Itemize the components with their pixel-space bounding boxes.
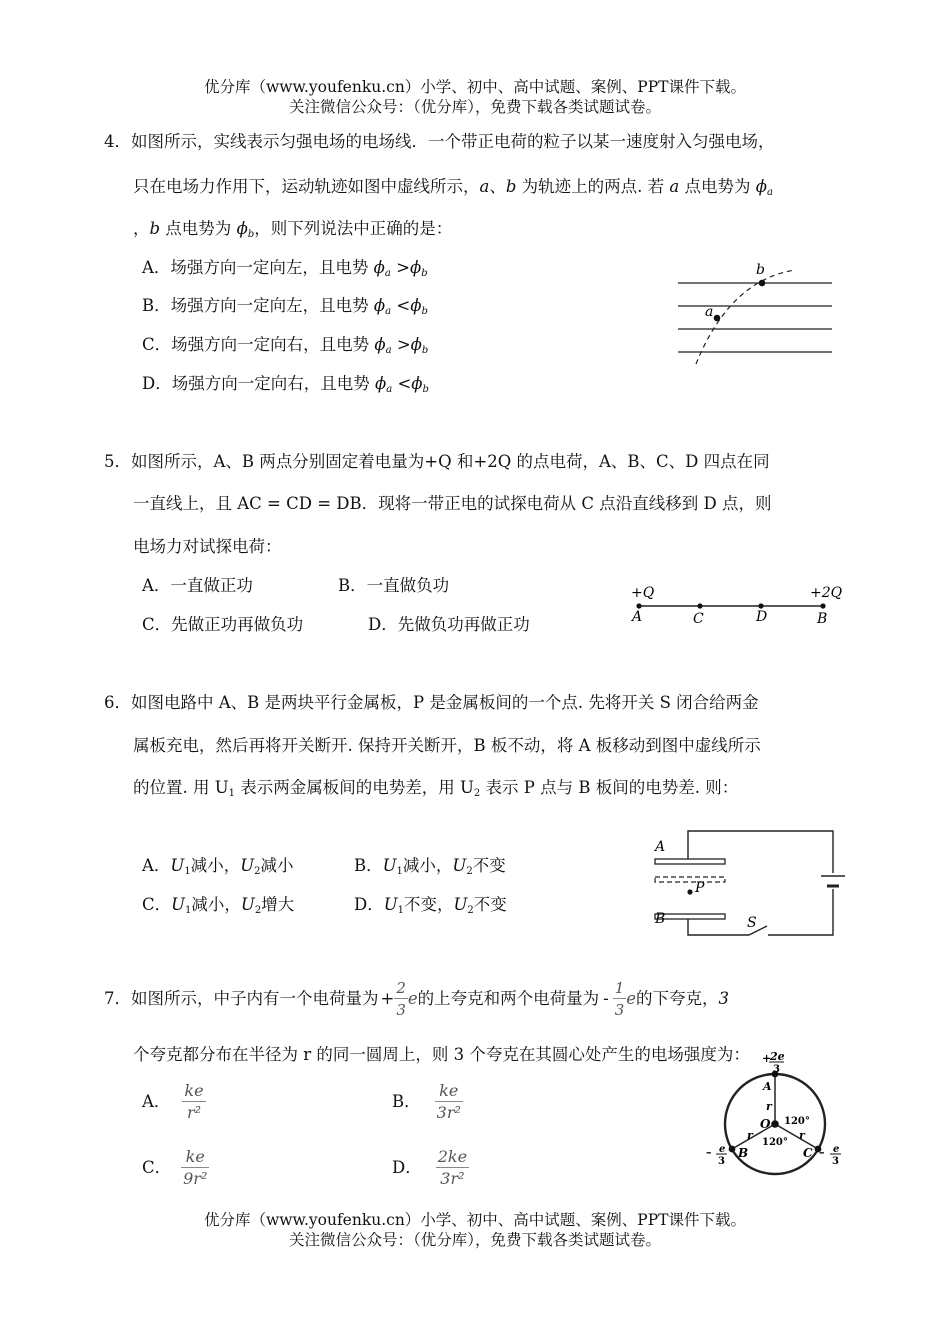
q5-label-d: D xyxy=(756,609,768,625)
q5-charges-figure xyxy=(625,578,850,630)
q7-number: 7． xyxy=(104,989,131,1008)
q4-option-c-rel: > xyxy=(391,335,411,354)
q7-frac2-den: 3 xyxy=(614,1001,625,1019)
q6-option-a-sub1: 1 xyxy=(184,866,191,877)
q4-text-2g: 点电势为 xyxy=(679,177,756,196)
q5-option-b[interactable] xyxy=(338,572,449,596)
q5-label-c: C xyxy=(693,611,704,627)
q4-option-d-rel: < xyxy=(392,374,412,393)
left-num: e xyxy=(719,1144,726,1155)
q4-option-c-phi1: ϕ xyxy=(374,335,386,354)
q6-option-d-label: D． xyxy=(354,895,384,914)
q6-option-b[interactable] xyxy=(354,852,506,877)
label-s: S xyxy=(747,915,757,931)
q7-option-b-label: B． xyxy=(392,1092,421,1111)
q7-frac1-num: 2 xyxy=(396,979,406,997)
q6-option-c-label: C． xyxy=(142,895,172,914)
q7-option-d[interactable] xyxy=(392,1146,469,1190)
q6-option-d-u1: U xyxy=(383,895,398,914)
q4-option-c-label: C． xyxy=(142,335,172,354)
q7-text-1c: 的下夸克， xyxy=(636,989,719,1008)
footer-line-2: 关注微信公众号：（优分库），免费下载各类试题试卷。 xyxy=(288,1231,661,1249)
q5-line-2: 一直线上，且 AC = CD = DB．现将一带正电的试探电荷从 C 点沿直线移到 D 点，则 xyxy=(133,494,772,513)
q6-option-a[interactable] xyxy=(142,852,293,877)
q6-number: 6． xyxy=(104,693,131,712)
angle-label-1: 120° xyxy=(784,1116,810,1127)
q4-field-figure xyxy=(670,258,840,368)
q5-line-3: 电场力对试探电荷： xyxy=(133,537,282,556)
q6-option-a-p2: 减小 xyxy=(260,856,294,875)
left-den: 3 xyxy=(718,1156,725,1167)
q4-option-b-text: 场强方向一定向左，且电势 xyxy=(170,296,374,315)
q7-option-a-den: r² xyxy=(186,1103,202,1122)
q6-option-d-sub2: 2 xyxy=(467,905,474,916)
q4-option-c-sub2: b xyxy=(421,345,429,356)
q6-option-c-p2: 增大 xyxy=(261,895,295,914)
q5-option-d[interactable] xyxy=(368,611,530,635)
q6-line-3 xyxy=(133,774,738,799)
q7-option-a-frac xyxy=(182,1081,205,1124)
q7-line-1 xyxy=(104,975,729,1023)
q4-sub-a: a xyxy=(766,187,773,198)
q4-text-2e: 为轨迹上的两点. 若 xyxy=(516,177,670,196)
quark-b xyxy=(729,1146,736,1153)
header-line-2: 关注微信公众号：（优分库），免费下载各类试题试卷。 xyxy=(288,98,661,116)
q5-option-c-text: 先做正功再做负功 xyxy=(171,615,304,634)
left-minus: – xyxy=(706,1146,712,1159)
wire-left-bottom xyxy=(688,919,749,935)
q6-option-b-p2: 不变 xyxy=(472,856,506,875)
right-den: 3 xyxy=(832,1156,839,1167)
q4-option-d-phi2: ϕ xyxy=(411,374,423,393)
q4-var-b2: b xyxy=(149,219,161,238)
q6-option-a-u2: U xyxy=(240,856,255,875)
q7-line-2: 个夸克都分布在半径为 r 的同一圆周上，则 3 个夸克在其圆心处产生的电场强度为： xyxy=(133,1045,750,1064)
q4-option-b-label: B． xyxy=(142,296,171,315)
q4-text-3c: 点电势为 xyxy=(160,219,237,238)
q4-text-3d: ，则下列说法中正确的是： xyxy=(254,219,453,238)
q7-option-d-frac xyxy=(436,1147,469,1190)
label-quark-b: B xyxy=(738,1146,749,1160)
q4-option-a-phi2: ϕ xyxy=(409,258,422,277)
q7-quark-figure xyxy=(700,1048,850,1180)
q5-point-c xyxy=(697,603,702,608)
q7-frac1-den: 3 xyxy=(396,1001,406,1019)
q7-option-d-label: D． xyxy=(392,1158,422,1177)
q6-line-2: 属板充电，然后再将开关断开. 保持开关断开，B 板不动，将 A 板移动到图中虚线所示 xyxy=(133,736,761,755)
q4-option-b-sub2: b xyxy=(421,306,428,317)
q4-option-a-label: A． xyxy=(142,258,171,277)
q6-option-a-u1: U xyxy=(170,856,185,875)
q7-text-1b: 的上夸克和两个电荷量为 xyxy=(417,989,600,1008)
q7-option-c-frac xyxy=(181,1147,209,1190)
label-o: O xyxy=(760,1117,771,1131)
q4-text-1: 如图所示，实线表示匀强电场的电场线．一个带正电荷的粒子以某一速度射入匀强电场， xyxy=(131,132,775,151)
q4-option-d-sub1: a xyxy=(386,384,393,395)
q6-option-b-sub1: 1 xyxy=(396,866,403,877)
right-minus: – xyxy=(819,1146,825,1159)
q7-option-c-num: ke xyxy=(181,1147,209,1168)
q4-phi-a: ϕ xyxy=(755,177,767,196)
q4-option-d-phi1: ϕ xyxy=(374,374,387,393)
q5-line-1 xyxy=(104,448,770,472)
label-quark-a: A xyxy=(763,1080,772,1093)
q7-minus-sign: - xyxy=(603,989,609,1008)
q5-point-d xyxy=(758,603,763,608)
q6-option-c[interactable] xyxy=(142,891,294,916)
q4-phi-b: ϕ xyxy=(236,219,248,238)
q4-line-1 xyxy=(104,128,775,152)
q6-option-b-label: B． xyxy=(354,856,383,875)
q6-sub-2: 2 xyxy=(473,788,481,799)
q7-frac-two-thirds xyxy=(394,978,408,1021)
top-den: 3 xyxy=(773,1064,780,1075)
label-quark-c: C xyxy=(803,1146,813,1160)
q4-option-a[interactable] xyxy=(142,254,428,279)
q4-option-b-sub1: a xyxy=(385,306,392,317)
q5-label-b: B xyxy=(817,611,828,627)
q6-option-b-sub2: 2 xyxy=(466,866,473,877)
label-b: b xyxy=(756,262,765,278)
q5-point-a xyxy=(636,603,641,608)
q4-number: 4． xyxy=(104,132,131,151)
q6-text-3c: 表示两金属板间的电势差，用 U xyxy=(235,778,474,797)
q7-option-b-num: ke xyxy=(435,1081,463,1102)
label-p: P xyxy=(695,880,705,896)
q5-label-plus-2q: +2Q xyxy=(810,585,843,601)
q5-option-c[interactable] xyxy=(142,611,303,635)
q7-option-b-frac xyxy=(435,1081,463,1124)
q5-point-b xyxy=(820,603,825,608)
q6-circuit-figure xyxy=(645,825,845,943)
q4-sep: 、 xyxy=(489,177,506,196)
q6-option-c-sub1: 1 xyxy=(185,905,192,916)
q6-option-d-sub1: 1 xyxy=(397,905,405,916)
q6-option-c-p1: 减小， xyxy=(191,895,241,914)
q5-option-b-label: B． xyxy=(338,576,367,595)
q4-option-c-text: 场强方向一定向右，且电势 xyxy=(171,335,375,354)
q5-option-b-text: 一直做负功 xyxy=(366,576,450,595)
q6-option-b-u2: U xyxy=(452,856,467,875)
q7-option-c-label: C． xyxy=(142,1158,172,1177)
q6-text-1: 如图电路中 A、B 是两块平行金属板，P 是金属板间的一个点. 先将开关 S 闭合给两金 xyxy=(131,693,759,712)
q5-label-plus-q: +Q xyxy=(631,585,655,601)
q4-option-c-phi2: ϕ xyxy=(410,335,422,354)
q7-option-c[interactable] xyxy=(142,1146,209,1190)
q6-text-3a: 的位置. 用 U xyxy=(133,778,229,797)
q6-option-d-p2: 不变 xyxy=(473,895,507,914)
q4-option-b[interactable] xyxy=(142,292,428,317)
q7-option-d-den: 3r² xyxy=(440,1169,465,1188)
q4-var-a2: a xyxy=(669,177,680,196)
q6-option-c-u2: U xyxy=(240,895,255,914)
q7-option-c-den: 9r² xyxy=(183,1169,208,1188)
q6-option-d-u2: U xyxy=(453,895,468,914)
q6-option-a-p1: 减小， xyxy=(190,856,241,875)
q5-text-1: 如图所示，A、B 两点分别固定着电量为+Q 和+2Q 的点电荷，A、B、C、D 四点在同 xyxy=(131,452,770,471)
q7-text-1d: 3 xyxy=(718,989,730,1008)
q7-text-1a: 如图所示，中子内有一个电荷量为 xyxy=(131,989,379,1008)
label-r-vertical: r xyxy=(766,1100,772,1113)
q4-option-b-rel: < xyxy=(391,296,411,315)
q4-line-2 xyxy=(133,173,773,198)
q5-label-a: A xyxy=(632,609,643,625)
right-num: e xyxy=(833,1144,840,1155)
q4-var-b: b xyxy=(505,177,517,196)
footer-line-1: 优分库（www.youfenku.cn）小学、初中、高中试题、案例、PPT课件下载。 xyxy=(203,1211,747,1229)
q6-option-b-p1: 减小， xyxy=(402,856,453,875)
wire-right-bottom xyxy=(768,889,833,935)
q4-option-d-text: 场强方向一定向右，且电势 xyxy=(171,374,375,393)
point-p xyxy=(687,889,692,894)
q6-option-c-sub2: 2 xyxy=(254,905,262,916)
q7-plus-sign: + xyxy=(380,989,395,1008)
q6-option-d[interactable] xyxy=(354,891,507,916)
q7-option-b[interactable] xyxy=(392,1080,463,1124)
q6-option-a-sub2: 2 xyxy=(254,866,261,877)
angle-label-2: 120° xyxy=(762,1137,788,1148)
q4-text-3a: ， xyxy=(133,219,150,238)
q6-option-a-label: A． xyxy=(142,856,171,875)
q7-e-2: e xyxy=(626,989,637,1008)
label-plate-b: B xyxy=(655,911,666,927)
q4-sub-b: b xyxy=(247,229,255,240)
q5-option-d-text: 先做负功再做正功 xyxy=(397,615,530,634)
q5-option-a-label: A． xyxy=(142,576,171,595)
q4-option-b-phi2: ϕ xyxy=(410,296,422,315)
q7-option-a-label: A． xyxy=(142,1092,171,1111)
label-r-left: r xyxy=(747,1129,753,1142)
q5-option-c-label: C． xyxy=(142,615,172,634)
label-plate-a: A xyxy=(655,839,666,855)
q4-option-a-sub1: a xyxy=(384,268,391,279)
wire-top xyxy=(688,831,833,873)
q4-option-a-sub2: b xyxy=(421,268,428,279)
q6-option-d-p1: 不变， xyxy=(404,895,454,914)
q4-option-a-phi1: ϕ xyxy=(373,258,385,277)
q7-option-b-den: 3r² xyxy=(436,1103,461,1122)
q4-option-a-text: 场强方向一定向左，且电势 xyxy=(170,258,374,277)
q5-option-a[interactable] xyxy=(142,572,253,596)
top-plus: + xyxy=(762,1052,772,1065)
q5-number: 5． xyxy=(104,452,131,471)
label-r-right: r xyxy=(799,1129,805,1142)
q5-option-a-text: 一直做正功 xyxy=(170,576,253,595)
q4-option-a-rel: > xyxy=(390,258,410,277)
top-num: 2e xyxy=(770,1050,785,1063)
q7-option-d-num: 2ke xyxy=(437,1147,468,1166)
plate-a xyxy=(655,859,725,864)
q7-option-a-num: ke xyxy=(184,1081,204,1100)
q4-var-a: a xyxy=(479,177,490,196)
q4-option-d-sub2: b xyxy=(422,384,429,395)
center-o xyxy=(771,1120,779,1128)
q6-option-b-u1: U xyxy=(382,856,397,875)
header-line-1: 优分库（www.youfenku.cn）小学、初中、高中试题、案例、PPT课件下载。 xyxy=(203,78,747,96)
q4-option-c[interactable] xyxy=(142,331,428,356)
q6-option-c-u1: U xyxy=(171,895,186,914)
point-a xyxy=(714,315,721,322)
q4-option-d-label: D． xyxy=(142,374,172,393)
q7-frac-one-third xyxy=(613,978,627,1021)
q7-frac2-num: 1 xyxy=(614,979,625,997)
q4-option-b-phi1: ϕ xyxy=(373,296,386,315)
q6-line-1 xyxy=(104,689,759,713)
q4-option-d[interactable] xyxy=(142,370,429,395)
q6-sub-1: 1 xyxy=(228,788,236,799)
plate-a-dashed-position xyxy=(655,877,725,882)
q7-option-a[interactable] xyxy=(142,1080,206,1124)
plate-b xyxy=(655,914,725,919)
q6-text-3e: 表示 P 点与 B 板间的电势差. 则： xyxy=(480,778,739,797)
q7-e-1: e xyxy=(407,989,418,1008)
point-b xyxy=(759,280,766,287)
label-a: a xyxy=(705,304,714,320)
q4-line-3 xyxy=(133,215,452,240)
q5-option-d-label: D． xyxy=(368,615,398,634)
q4-option-c-sub1: a xyxy=(385,345,392,356)
q4-text-2a: 只在电场力作用下，运动轨迹如图中虚线所示， xyxy=(133,177,480,196)
